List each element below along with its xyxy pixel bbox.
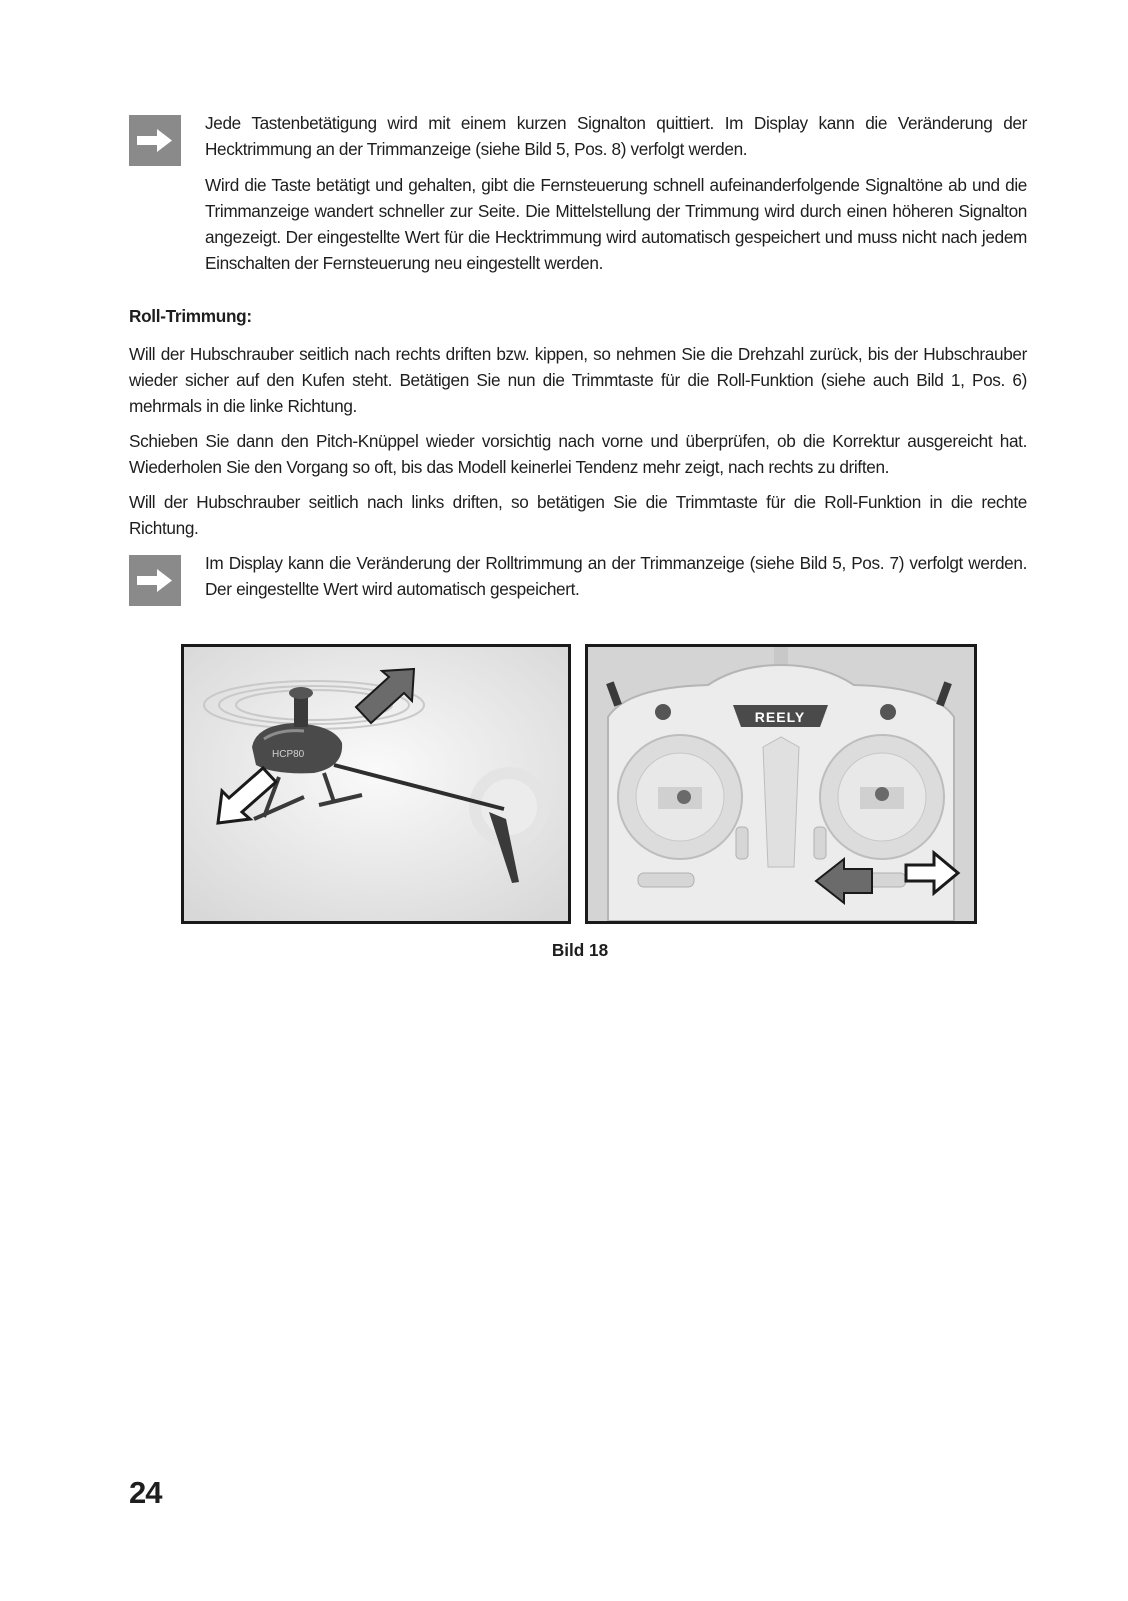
body-paragraph: Will der Hubschrauber seitlich nach rechts driften bzw. kippen, so nehmen Sie die Drehzahl zurück, bis der Hubschrauber wieder sicher auf den Kufen steht. Betätigen Sie nun die Trimmtaste für die Roll-Funktion (siehe auch Bild 1, Pos. 6) mehrmals in die linke Richtung. (129, 344, 1027, 416)
helicopter-photo (181, 644, 571, 924)
body-paragraph: Schieben Sie dann den Pitch-Knüppel wieder vorsichtig nach vorne und überprüfen, ob die Korrektur ausgereicht hat. Wiederholen Sie den Vorgang so oft, bis das Modell keinerlei Tendenz mehr zeigt, nach rechts zu driften. (129, 431, 1027, 477)
page-number: 24 (129, 1475, 162, 1510)
note-paragraph: Wird die Taste betätigt und gehalten, gibt die Fernsteuerung schnell aufeinanderfolgende Signaltöne ab und die Trimmanzeige wandert schneller zur Seite. Die Mittelstellung der Trimmung wird durch einen höheren Signalton angezeigt. Der eingestellte Wert für die Hecktrimmung wird automatisch gespeichert und muss nicht nach jedem Einschalten der Fernsteuerung neu eingestellt werden. (205, 175, 1027, 273)
body-paragraph: Will der Hubschrauber seitlich nach links driften, so betätigen Sie die Trimmtaste für die Roll-Funktion in die rechte Richtung. (129, 492, 1027, 538)
figure-caption: Bild 18 (551, 940, 609, 960)
section-heading: Roll-Trimmung: (129, 306, 252, 326)
note-paragraph: Jede Tastenbetätigung wird mit einem kurzen Signalton quittiert. Im Display kann die Veränderung der Hecktrimmung an der Trimmanzeige (siehe Bild 5, Pos. 8) verfolgt werden. (205, 113, 1027, 159)
arrow-right-icon (129, 555, 181, 606)
helicopter-model-label: HCP80 (272, 749, 305, 760)
transmitter-brand-label: REELY (754, 709, 806, 725)
transmitter-photo (585, 644, 977, 924)
arrow-right-icon (129, 115, 181, 166)
note-paragraph: Im Display kann die Veränderung der Rolltrimmung an der Trimmanzeige (siehe Bild 5, Pos. 7) verfolgt werden. Der eingestellte Wert wird automatisch gespeichert. (205, 553, 1027, 599)
